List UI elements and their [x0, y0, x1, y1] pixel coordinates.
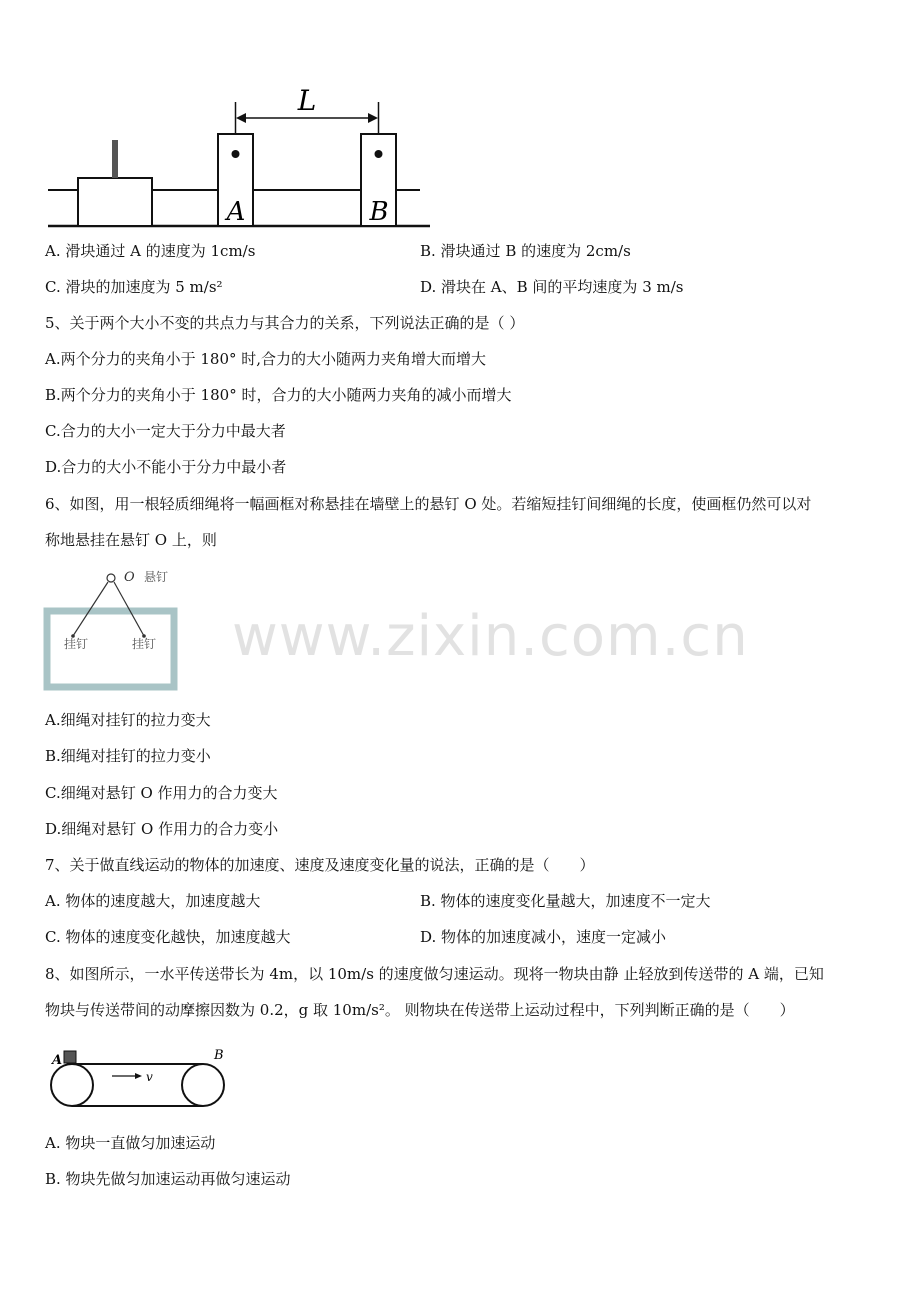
q5-option-a: A.两个分力的夹角小于 180° 时,合力的大小随两力夹角增大而增大	[45, 350, 487, 368]
label-l: L	[297, 84, 317, 117]
label-hook: 悬钉	[144, 570, 169, 584]
q5-option-c: C.合力的大小一定大于分力中最大者	[45, 422, 286, 440]
pulley-right	[182, 1064, 224, 1106]
q4-option-d: D. 滑块在 A、B 间的平均速度为 3 m/s	[420, 278, 684, 296]
q7-option-b: B. 物体的速度变化量越大，加速度不一定大	[420, 892, 711, 910]
label-b: B	[214, 1048, 224, 1063]
pulley-left	[51, 1064, 93, 1106]
light-gate-diagram	[40, 82, 440, 232]
block	[64, 1051, 76, 1063]
q5-stem: 5、关于两个大小不变的共点力与其合力的关系，下列说法正确的是（ ）	[45, 314, 525, 332]
hook-nail	[107, 574, 115, 582]
label-a: A	[52, 1053, 63, 1068]
q8-stem-line2: 物块与传送带间的动摩擦因数为 0.2，g 取 10m/s²。 则物块在传送带上运动过程中，下列判断正确的是（ ）	[45, 1001, 795, 1019]
q4-option-a: A. 滑块通过 A 的速度为 1cm/s	[45, 242, 256, 260]
q5-option-b: B.两个分力的夹角小于 180° 时，合力的大小随两力夹角的减小而增大	[45, 386, 512, 404]
q6-stem-line2: 称地悬挂在悬钉 O 上，则	[45, 531, 217, 549]
shading-strip	[112, 140, 118, 178]
q6-stem-line1: 6、如图，用一根轻质细绳将一幅画框对称悬挂在墙壁上的悬钉 O 处。若缩短挂钉间细绳的长度，使画框仍然可以对	[45, 495, 812, 513]
q8-option-a: A. 物块一直做匀加速运动	[45, 1134, 216, 1152]
label-a: A	[226, 197, 246, 227]
q4-option-b: B. 滑块通过 B 的速度为 2cm/s	[420, 242, 631, 260]
q6-option-b: B.细绳对挂钉的拉力变小	[45, 747, 211, 765]
q8-option-b: B. 物块先做匀加速运动再做匀速运动	[45, 1170, 291, 1188]
label-peg-right: 挂钉	[132, 637, 157, 651]
q7-option-a: A. 物体的速度越大，加速度越大	[45, 892, 261, 910]
q7-option-d: D. 物体的加速度减小，速度一定减小	[420, 928, 667, 946]
q6-option-a: A.细绳对挂钉的拉力变大	[45, 711, 211, 729]
q5-option-d: D.合力的大小不能小于分力中最小者	[45, 458, 287, 476]
q6-option-d: D.细绳对悬钉 O 作用力的合力变小	[45, 820, 279, 838]
watermark: www.zixin.com.cn	[232, 604, 749, 669]
q6-option-c: C.细绳对悬钉 O 作用力的合力变大	[45, 784, 278, 802]
q4-option-c: C. 滑块的加速度为 5 m/s²	[45, 278, 223, 296]
slider-block	[78, 178, 152, 226]
picture-frame-diagram	[40, 562, 200, 697]
label-b: B	[369, 197, 389, 227]
q8-stem-line1: 8、如图所示，一水平传送带长为 4m，以 10m/s 的速度做匀速运动。现将一物块由静 止轻放到传送带的 A 端，已知	[45, 965, 824, 983]
conveyor-belt-diagram	[40, 1042, 250, 1112]
label-peg-left: 挂钉	[64, 637, 89, 651]
q7-stem: 7、关于做直线运动的物体的加速度、速度及速度变化量的说法，正确的是（ ）	[45, 856, 595, 874]
q7-option-c: C. 物体的速度变化越快，加速度越大	[45, 928, 291, 946]
label-o: O	[124, 570, 135, 585]
label-v: v	[146, 1070, 153, 1084]
